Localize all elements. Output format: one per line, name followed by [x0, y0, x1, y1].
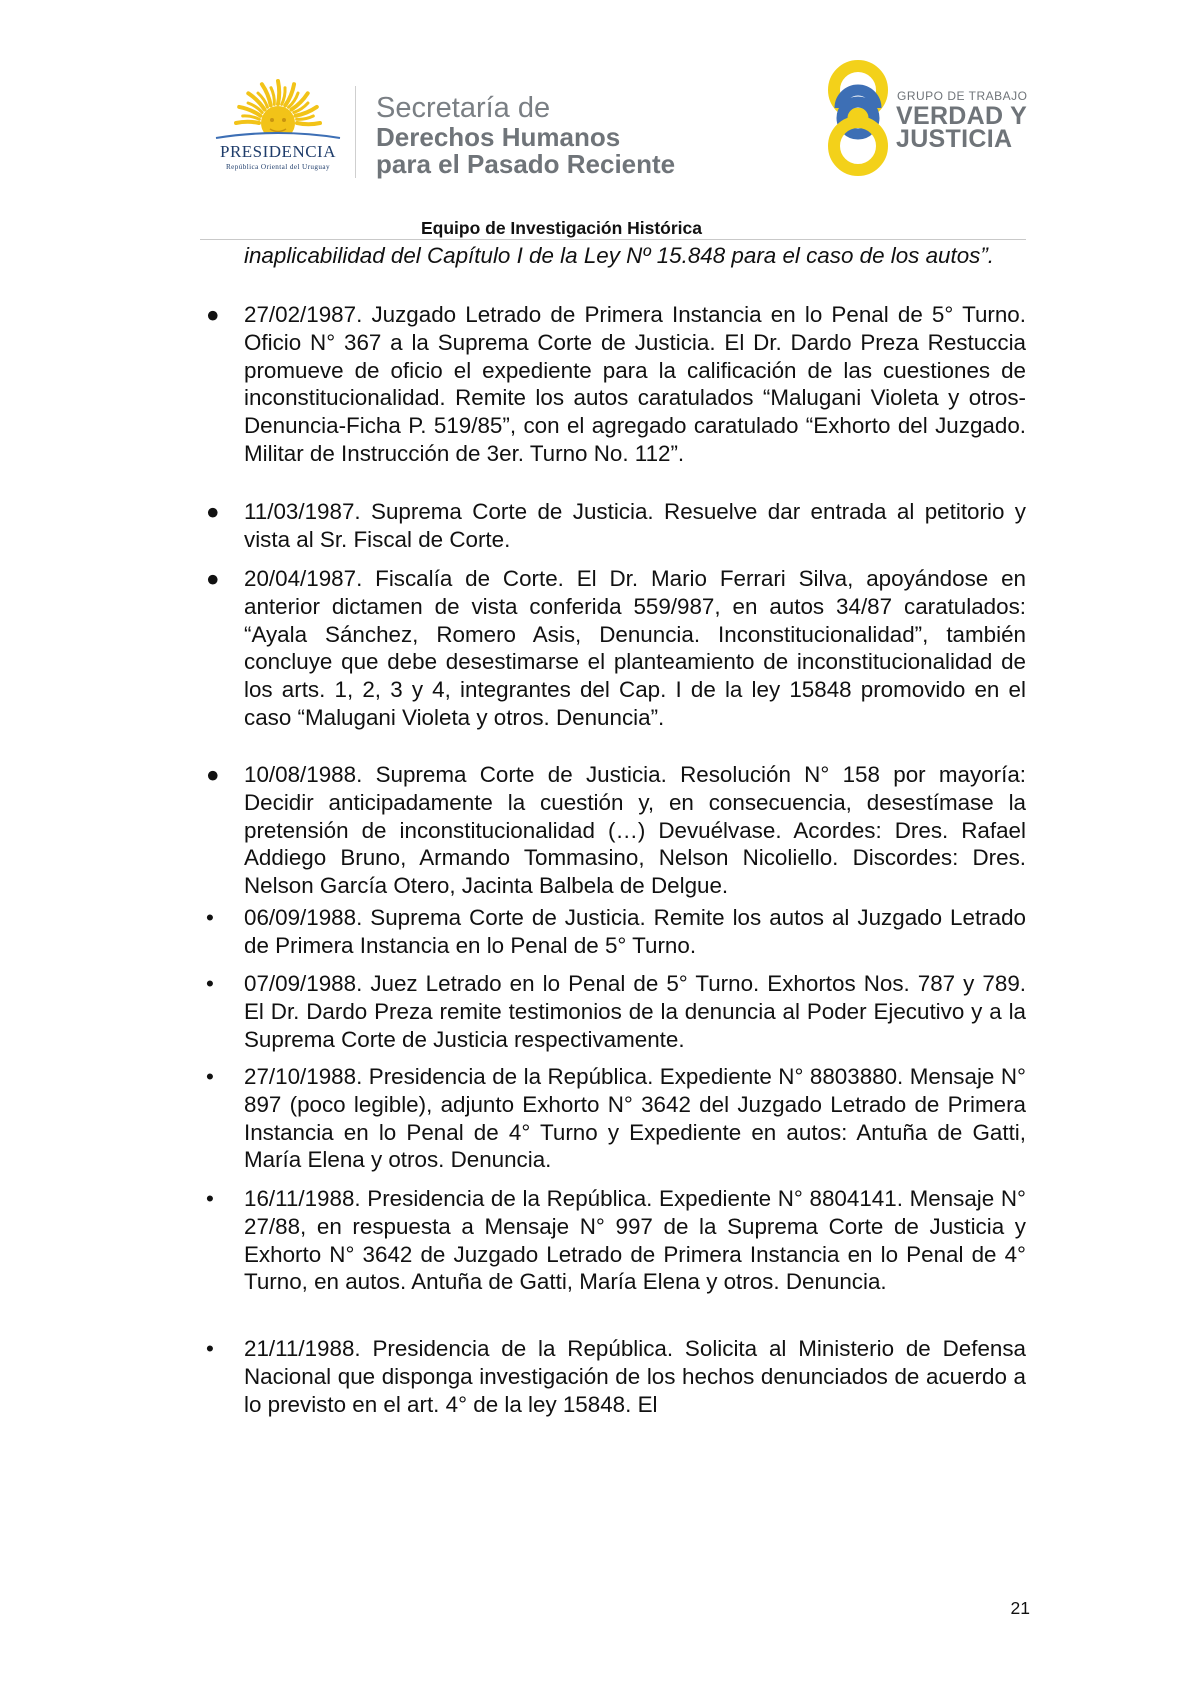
page-header [0, 0, 1191, 238]
sun-ray [282, 88, 285, 105]
entry-text: 10/08/1988. Suprema Corte de Justicia. Resolución N° 158 por mayoría: Decidir anticipadamente la cuestión y, en consecuencia, desestímase la pretensión de inconstitucionalidad (…) Devuélvase. Acordes: Dres. Rafael Addiego Bruno, Armando Tommasino, Nelson Nicoliello. Discordes: Dres. Nelson García Otero, Jacinta Balbela de Delgue. [244, 762, 1026, 899]
secretaria-line-2: Derechos Humanos [376, 122, 621, 152]
entry-text: 27/02/1987. Juzgado Letrado de Primera Instancia en lo Penal de 5° Turno. Oficio N° 367 a la Suprema Corte de Justicia. El Dr. Dardo Preza Restuccia promueve de oficio el expediente para la calificación de las cuestiones de inconstitucionalidad. Remite los autos caratulados “Malugani Violeta y otros-Denuncia-Ficha P. 519/85”, con el agregado caratulado “Exhorto del Juzgado. Militar de Instrucción de 3er. Turno No. 112”. [244, 302, 1026, 466]
team-title [0, 218, 1191, 239]
verdad-justicia-rings-icon [818, 56, 898, 180]
intro-paragraph: inaplicabilidad del Capítulo I de la Ley Nº 15.848 para el caso de los autos”. [244, 243, 995, 268]
sun-ray [278, 81, 279, 104]
entry-text: 21/11/1988. Presidencia de la República. Solicita al Ministerio de Defensa Nacional que disponga investigación de los hechos denunciados de acuerdo a lo previsto en el art. 4° de la ley 15848. El [244, 1336, 1026, 1417]
header-divider [355, 86, 356, 178]
justicia-label: JUSTICIA [896, 125, 1013, 153]
header-rule [200, 239, 1026, 240]
bullet-icon: • [206, 971, 214, 996]
entry-text: 27/10/1988. Presidencia de la República. Expediente N° 8803880. Mensaje N° 897 (poco legible), adjunto Exhorto N° 3642 del Juzgado Letrado de Primera Instancia en lo Penal de 4° Turno y Expediente en autos: Antuña de Gatti, María Elena y otros. Denuncia. [244, 1064, 1026, 1173]
sun-ray [236, 122, 259, 123]
bullet-icon: ● [206, 499, 220, 524]
grupo-trabajo-label: GRUPO DE TRABAJO [897, 89, 1028, 103]
bullet-icon: • [206, 1186, 214, 1211]
presidencia-subtitle: República Oriental del Uruguay [225, 163, 330, 171]
presidencia-title: PRESIDENCIA [219, 142, 336, 161]
entry-text: 16/11/1988. Presidencia de la República. Expediente N° 8804141. Mensaje N° 27/88, en respuesta a Mensaje N° 997 de la Suprema Corte de Justicia y Exhorto N° 3642 de Juzgado Letrado de Primera Instancia en lo Penal de 4° Turno, en autos. Antuña de Gatti, María Elena y otros. Denuncia. [244, 1186, 1026, 1295]
secretaria-line-3: para el Pasado Reciente [376, 149, 676, 179]
entry-text: 07/09/1988. Juez Letrado en lo Penal de 5° Turno. Exhortos Nos. 787 y 789. El Dr. Dardo Preza remite testimonios de la denuncia al Poder Ejecutivo y a la Suprema Corte de Justicia respectivamente. [244, 971, 1026, 1052]
bullet-icon: ● [206, 762, 220, 787]
secretaria-line-1: Secretaría de [376, 92, 551, 124]
team-title-text: Equipo de Investigación Histórica [420, 218, 703, 238]
sun-ray [297, 123, 320, 124]
sun-ray [243, 116, 260, 119]
entry-text: 11/03/1987. Suprema Corte de Justicia. Resuelve dar entrada al petitorio y vista al Sr. Fiscal de Corte. [244, 499, 1026, 552]
entry-text: 06/09/1988. Suprema Corte de Justicia. Remite los autos al Juzgado Letrado de Primera Instancia en lo Penal de 5° Turno. [244, 905, 1026, 958]
verdad-label: VERDAD Y [896, 102, 1028, 130]
bullet-icon: • [206, 1064, 214, 1089]
entry-text: 20/04/1987. Fiscalía de Corte. El Dr. Mario Ferrari Silva, apoyándose en anterior dictamen de vista conferida 559/987, en autos 34/87 caratulados: “Ayala Sánchez, Romero Asis, Denuncia. Inconstitucionalidad”, también concluye que debe desestimarse el planteamiento de inconstitucionalidad de los arts. 1, 2, 3 y 4, integrantes del Cap. I de la ley 15848 promovido en el caso “Malugani Violeta y otros. Denuncia”. [244, 566, 1026, 730]
bullet-icon: • [206, 1336, 214, 1361]
bullet-icon: • [206, 905, 214, 930]
page-number: 21 [1010, 1598, 1030, 1618]
bullet-icon: ● [206, 302, 220, 327]
bullet-icon: ● [206, 566, 220, 591]
